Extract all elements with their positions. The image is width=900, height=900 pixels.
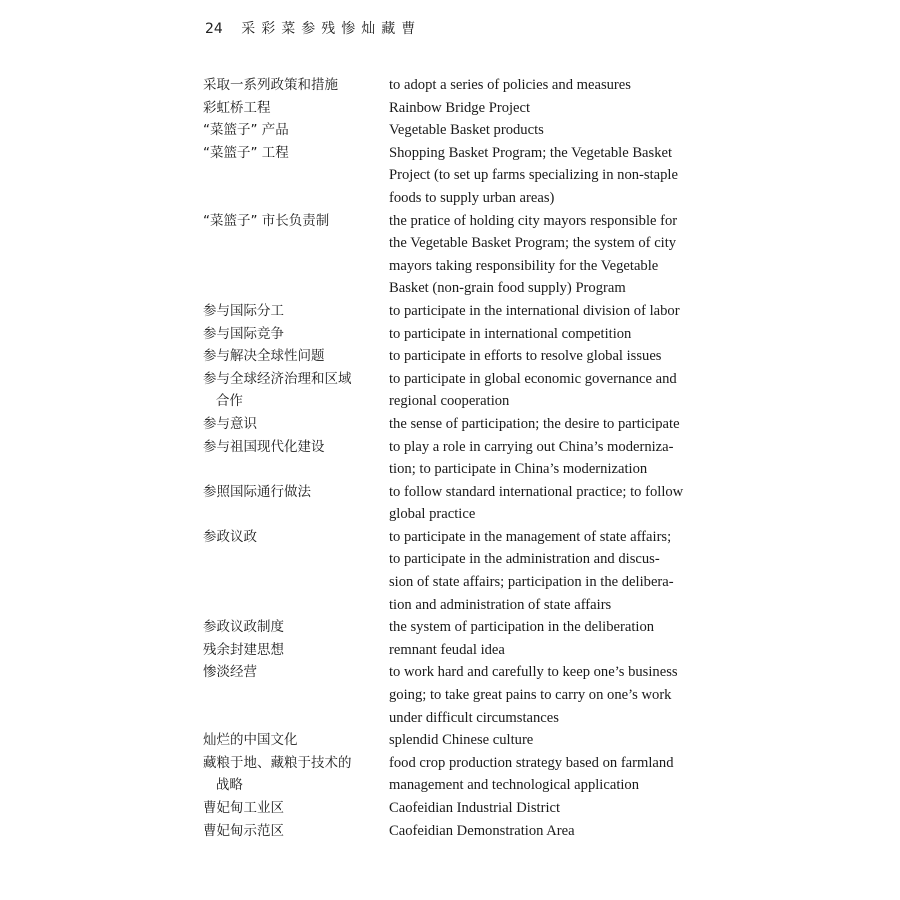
chinese-term: 彩虹桥工程: [203, 99, 271, 116]
glossary-entry: [203, 74, 703, 97]
english-translation: Shopping Basket Program; the Vegetable Basket Project (to set up farms specializing in non-staple foods to supply urban areas): [389, 144, 678, 206]
running-header: [205, 18, 421, 38]
chinese-term: 曹妃甸工业区: [203, 800, 284, 816]
english-translation: to participate in efforts to resolve global issues: [389, 348, 662, 365]
english-translation: to participate in international competition: [389, 325, 632, 342]
chinese-term: 参与国际竞争: [203, 325, 284, 342]
glossary-entry: [203, 752, 703, 797]
chinese-term: 参与解决全球性问题: [203, 348, 325, 365]
english-translation: food crop production strategy based on farmland management and technological application: [389, 754, 674, 794]
glossary-entry: [203, 368, 703, 413]
english-translation: to participate in the management of state affairs; to participate in the administration and discus- sion of state affairs; participation in the delibera- tion and administration of state affairs: [389, 528, 674, 613]
chinese-term: 惨淡经营: [203, 664, 257, 681]
chinese-term: 参与全球经济治理和区域 合作: [203, 370, 352, 410]
glossary-entry: [203, 797, 703, 820]
english-translation: Rainbow Bridge Project: [389, 99, 531, 116]
chinese-term: “菜篮子” 工程: [203, 144, 289, 161]
chinese-term: 参政议政: [203, 528, 257, 545]
glossary-entry: [203, 436, 703, 481]
glossary-entry: [203, 142, 703, 210]
english-translation: remnant feudal idea: [389, 641, 505, 658]
header-title: 采彩菜参残惨灿藏曹: [241, 21, 422, 37]
glossary-entry: [203, 639, 703, 662]
english-translation: to participate in global economic governance and regional cooperation: [389, 370, 677, 410]
glossary-entry: [203, 526, 703, 616]
chinese-term: 参与祖国现代化建设: [203, 438, 325, 455]
chinese-term: 曹妃甸示范区: [203, 822, 284, 839]
glossary-entry: [203, 729, 703, 752]
glossary-entry: [203, 345, 703, 368]
chinese-term: 参政议政制度: [203, 619, 284, 636]
english-translation: to follow standard international practice; to follow global practice: [389, 483, 684, 523]
english-translation: Caofeidian Industrial District: [389, 800, 561, 816]
chinese-term: “菜篮子” 市长负责制: [203, 212, 330, 229]
glossary-entry: [203, 820, 703, 843]
chinese-term: 参照国际通行做法: [203, 483, 311, 500]
glossary-entry: [203, 661, 703, 729]
english-translation: to adopt a series of policies and measures: [389, 77, 631, 93]
chinese-term: 参与意识: [203, 415, 257, 432]
english-translation: the sense of participation; the desire to participate: [389, 415, 680, 432]
chinese-term: 残余封建思想: [203, 641, 284, 658]
glossary-entry: [203, 210, 703, 300]
english-translation: the system of participation in the deliberation: [389, 619, 655, 636]
english-translation: to participate in the international division of labor: [389, 302, 680, 319]
chinese-term: 灿烂的中国文化: [203, 732, 298, 749]
glossary-entry: [203, 481, 703, 526]
english-translation: to work hard and carefully to keep one’s business going; to take great pains to carry on one’s work under difficult circumstances: [389, 664, 678, 726]
chinese-term: 参与国际分工: [203, 302, 284, 319]
page-number: 24: [205, 21, 223, 37]
glossary-entry: [203, 323, 703, 346]
chinese-term: 藏粮于地、藏粮于技术的 战略: [203, 754, 352, 794]
glossary-entry: [203, 97, 703, 120]
chinese-term: “菜篮子” 产品: [203, 122, 289, 139]
glossary-entry: [203, 300, 703, 323]
english-translation: Vegetable Basket products: [389, 122, 544, 139]
chinese-term: 采取一系列政策和措施: [203, 77, 338, 93]
english-translation: the pratice of holding city mayors responsible for the Vegetable Basket Program; the system of city mayors taking responsibility for the Vegetable Basket (non-grain food supply) Program: [389, 212, 678, 297]
glossary-entry: [203, 616, 703, 639]
glossary-entry: [203, 413, 703, 436]
english-translation: Caofeidian Demonstration Area: [389, 822, 575, 839]
english-translation: to play a role in carrying out China’s moderniza- tion; to participate in China’s modernization: [389, 438, 674, 478]
glossary-entry: [203, 119, 703, 142]
glossary-list: [203, 74, 703, 842]
english-translation: splendid Chinese culture: [389, 732, 534, 749]
